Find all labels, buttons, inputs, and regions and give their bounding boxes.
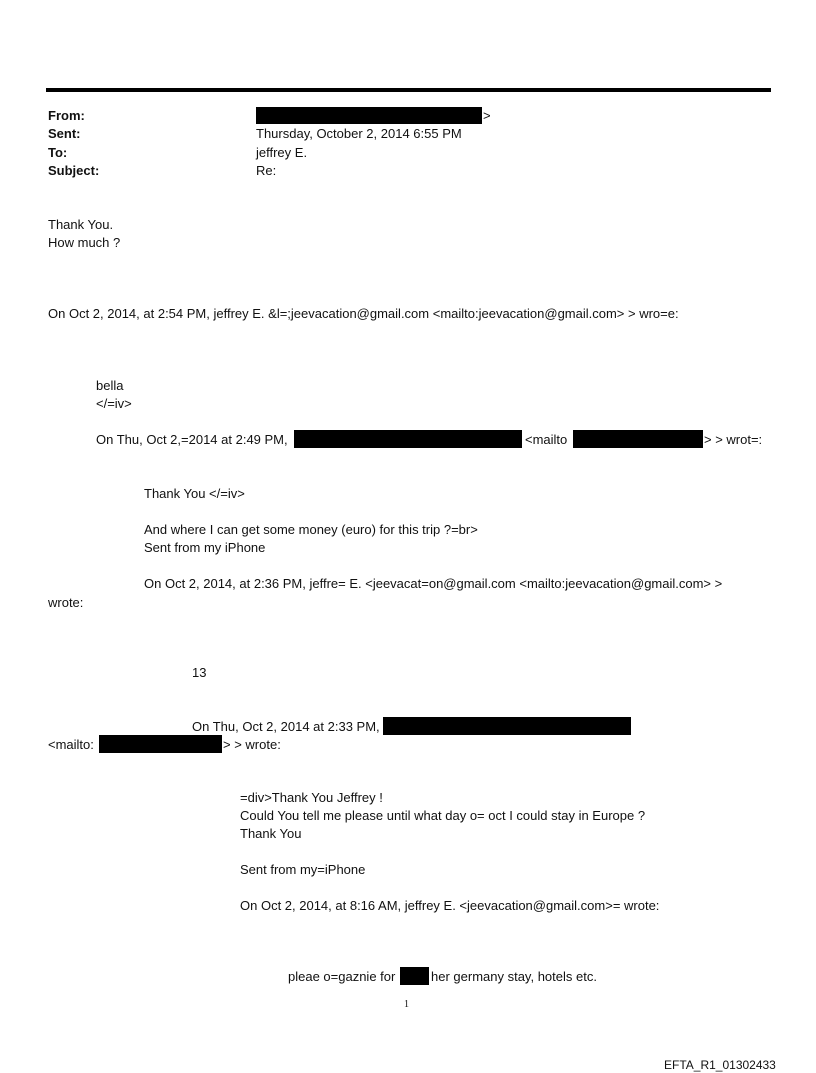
from-suffix: > <box>483 108 491 123</box>
quote3-header: On Oct 2, 2014, at 2:36 PM, jeffre= E. <jeevacat=on@gmail.com <mailto:jeevacation@gmail.com> > <box>144 576 723 591</box>
thank-you-2: Thank You <box>240 826 302 841</box>
sent-label: Sent: <box>48 126 81 141</box>
redaction-name <box>400 967 429 985</box>
redaction-quote2-name <box>294 430 522 448</box>
redaction-from <box>256 107 482 124</box>
sent-from-iphone-2: Sent from my=iPhone <box>240 862 366 877</box>
quote4-mailto: <mailto: <box>48 737 94 752</box>
could-you-line: Could You tell me please until what day o= oct I could stay in Europe ? <box>240 808 646 823</box>
pleae-prefix: pleae o=gaznie for <box>288 969 396 984</box>
thank-you-div: Thank You </=iv> <box>144 486 245 501</box>
body-line-1: Thank You. <box>48 217 114 232</box>
quote4-suffix: > > wrote: <box>223 737 281 752</box>
thank-you-jeffrey: =div>Thank You Jeffrey ! <box>240 790 383 805</box>
pleae-suffix: her germany stay, hotels etc. <box>431 969 597 984</box>
number-13: 13 <box>192 665 207 680</box>
money-line: And where I can get some money (euro) for this trip ?=br> <box>144 522 478 537</box>
quote5-header: On Oct 2, 2014, at 8:16 AM, jeffrey E. <jeevacation@gmail.com>= wrote: <box>240 898 660 913</box>
redaction-quote4-email <box>99 735 222 753</box>
quote2-prefix: On Thu, Oct 2,=2014 at 2:49 PM, <box>96 432 288 447</box>
redaction-quote2-email <box>573 430 703 448</box>
quote4-prefix: On Thu, Oct 2, 2014 at 2:33 PM, <box>192 719 380 734</box>
subject-label: Subject: <box>48 163 100 178</box>
sent-value: Thursday, October 2, 2014 6:55 PM <box>256 126 462 141</box>
page-number: 1 <box>404 999 409 1010</box>
quote3-wrote: wrote: <box>48 595 84 610</box>
quote2-suffix: > > wrot=: <box>704 432 763 447</box>
sent-from-iphone: Sent from my iPhone <box>144 540 266 555</box>
quote1-header: On Oct 2, 2014, at 2:54 PM, jeffrey E. &l=;jeevacation@gmail.com <mailto:jeevacation@gmail.com> > wro=e: <box>48 306 679 321</box>
div-close-line: </=iv> <box>96 396 132 411</box>
to-value: jeffrey E. <box>256 145 308 160</box>
quote2-mailto: <mailto <box>525 432 568 447</box>
header-rule <box>46 88 771 92</box>
body-line-2: How much ? <box>48 235 121 250</box>
subject-value: Re: <box>256 163 277 178</box>
bates-number: EFTA_R1_01302433 <box>664 1058 776 1072</box>
from-label: From: <box>48 108 85 123</box>
to-label: To: <box>48 145 68 160</box>
redaction-quote4-name <box>383 717 631 735</box>
bella-line: bella <box>96 378 124 393</box>
